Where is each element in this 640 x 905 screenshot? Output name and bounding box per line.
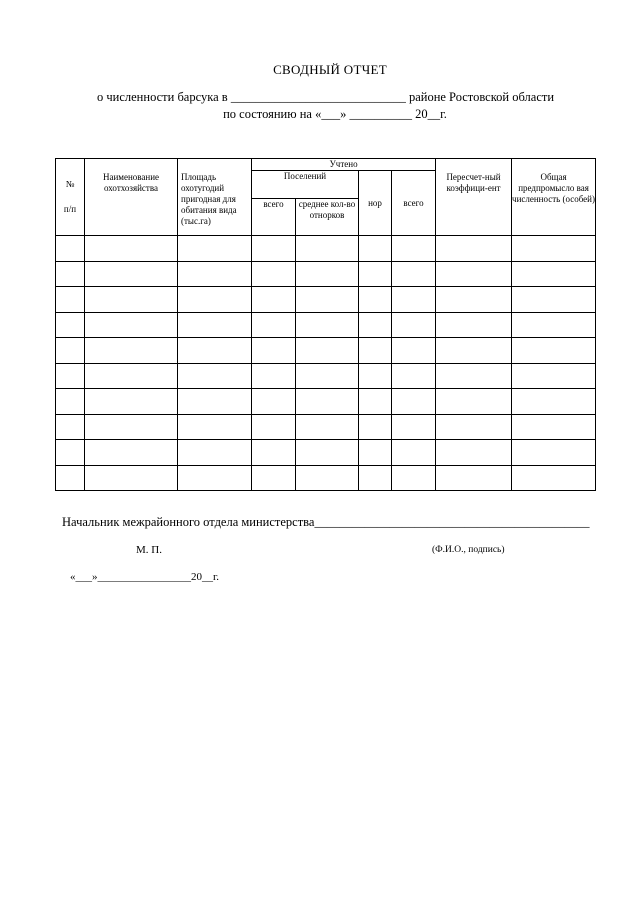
table-row — [56, 312, 596, 338]
table-row — [56, 261, 596, 287]
table-row — [56, 465, 596, 491]
table-cell — [56, 236, 85, 262]
table-cell — [436, 440, 512, 466]
table-cell — [359, 363, 392, 389]
table-cell — [85, 363, 178, 389]
table-cell — [296, 363, 359, 389]
table-cell — [296, 287, 359, 313]
table-cell — [436, 338, 512, 364]
table-cell — [296, 414, 359, 440]
table-cell — [85, 440, 178, 466]
table-cell — [436, 287, 512, 313]
table-cell — [359, 236, 392, 262]
header-settlements: Поселений — [252, 171, 359, 199]
table-cell — [296, 389, 359, 415]
header-counted: Учтено — [252, 159, 436, 171]
table-cell — [85, 236, 178, 262]
table-cell — [178, 465, 252, 491]
table-cell — [85, 389, 178, 415]
header-population: Общая предпромысло вая численность (особей) — [512, 159, 596, 236]
date-line: «___»_________________20__г. — [70, 571, 220, 583]
table-cell — [85, 312, 178, 338]
table-cell — [392, 236, 436, 262]
table-cell — [178, 236, 252, 262]
table-cell — [252, 312, 296, 338]
table-cell — [252, 261, 296, 287]
table-cell — [392, 261, 436, 287]
table-cell — [436, 236, 512, 262]
report-subtitle-line-1: о численности барсука в ____________________________ районе Ростовской области — [97, 90, 555, 104]
table-cell — [56, 312, 85, 338]
table-cell — [392, 414, 436, 440]
table-row — [56, 414, 596, 440]
table-cell — [512, 465, 596, 491]
table-cell — [359, 465, 392, 491]
table-cell — [512, 261, 596, 287]
table-cell — [359, 440, 392, 466]
signature-line: Начальник межрайонного отдела министерства____________________________________________ — [62, 515, 590, 529]
table-cell — [296, 338, 359, 364]
table-cell — [252, 414, 296, 440]
table-cell — [178, 440, 252, 466]
table-cell — [252, 287, 296, 313]
table-cell — [436, 465, 512, 491]
table-cell — [56, 338, 85, 364]
table-cell — [359, 261, 392, 287]
table-cell — [252, 363, 296, 389]
table-cell — [178, 287, 252, 313]
table-cell — [512, 414, 596, 440]
header-area: Площадь охотугодий пригодная для обитания вида (тыс.га) — [178, 159, 252, 236]
table-cell — [56, 414, 85, 440]
table-cell — [296, 440, 359, 466]
table-cell — [512, 440, 596, 466]
table-cell — [56, 287, 85, 313]
table-cell — [512, 389, 596, 415]
table-cell — [512, 236, 596, 262]
table-cell — [56, 389, 85, 415]
table-row — [56, 236, 596, 262]
table-cell — [512, 363, 596, 389]
report-title: СВОДНЫЙ ОТЧЕТ — [273, 62, 387, 77]
report-subtitle-line-2: по состоянию на «___» __________ 20__г. — [223, 107, 447, 121]
table-cell — [178, 389, 252, 415]
header-number-bottom: п/п — [63, 204, 77, 214]
table-cell — [359, 312, 392, 338]
name-signature-label: (Ф.И.О., подпись) — [432, 545, 505, 555]
table-cell — [178, 312, 252, 338]
header-hunting-farm: Наименование охотхозяйства — [85, 159, 178, 236]
table-cell — [392, 363, 436, 389]
table-cell — [436, 261, 512, 287]
table-cell — [296, 236, 359, 262]
header-burrows: нор — [359, 171, 392, 236]
table-cell — [178, 338, 252, 364]
table-cell — [392, 465, 436, 491]
table-cell — [359, 414, 392, 440]
table-cell — [296, 261, 359, 287]
table-cell — [436, 389, 512, 415]
header-total: всего — [392, 171, 436, 236]
table-cell — [85, 414, 178, 440]
table-cell — [56, 363, 85, 389]
table-cell — [512, 338, 596, 364]
table-cell — [178, 414, 252, 440]
table-cell — [85, 287, 178, 313]
table-cell — [85, 338, 178, 364]
table-cell — [436, 414, 512, 440]
table-cell — [359, 287, 392, 313]
header-coefficient: Пересчет-ный коэффици-ент — [436, 159, 512, 236]
table-cell — [252, 440, 296, 466]
table-cell — [56, 440, 85, 466]
header-average-burrows: среднее кол-во отнорков — [296, 199, 359, 236]
table-row — [56, 440, 596, 466]
table-row — [56, 363, 596, 389]
table-cell — [392, 338, 436, 364]
stamp-label: М. П. — [136, 544, 162, 556]
table-cell — [85, 465, 178, 491]
table-cell — [296, 312, 359, 338]
table-cell — [359, 338, 392, 364]
table-cell — [512, 287, 596, 313]
table-cell — [392, 312, 436, 338]
table-cell — [252, 338, 296, 364]
table-cell — [252, 389, 296, 415]
table-cell — [252, 465, 296, 491]
table-cell — [392, 389, 436, 415]
table-cell — [296, 465, 359, 491]
table-cell — [178, 261, 252, 287]
table-cell — [56, 465, 85, 491]
table-cell — [512, 312, 596, 338]
table-cell — [392, 287, 436, 313]
header-number — [56, 159, 85, 236]
table-row — [56, 287, 596, 313]
header-number-top: № — [65, 179, 75, 189]
table-cell — [392, 440, 436, 466]
table-row — [56, 338, 596, 364]
table-cell — [178, 363, 252, 389]
table-cell — [85, 261, 178, 287]
header-settlements-total: всего — [252, 199, 296, 236]
report-table — [55, 158, 596, 491]
table-cell — [252, 236, 296, 262]
table-cell — [436, 363, 512, 389]
table-cell — [436, 312, 512, 338]
table-cell — [359, 389, 392, 415]
table-row — [56, 389, 596, 415]
table-cell — [56, 261, 85, 287]
